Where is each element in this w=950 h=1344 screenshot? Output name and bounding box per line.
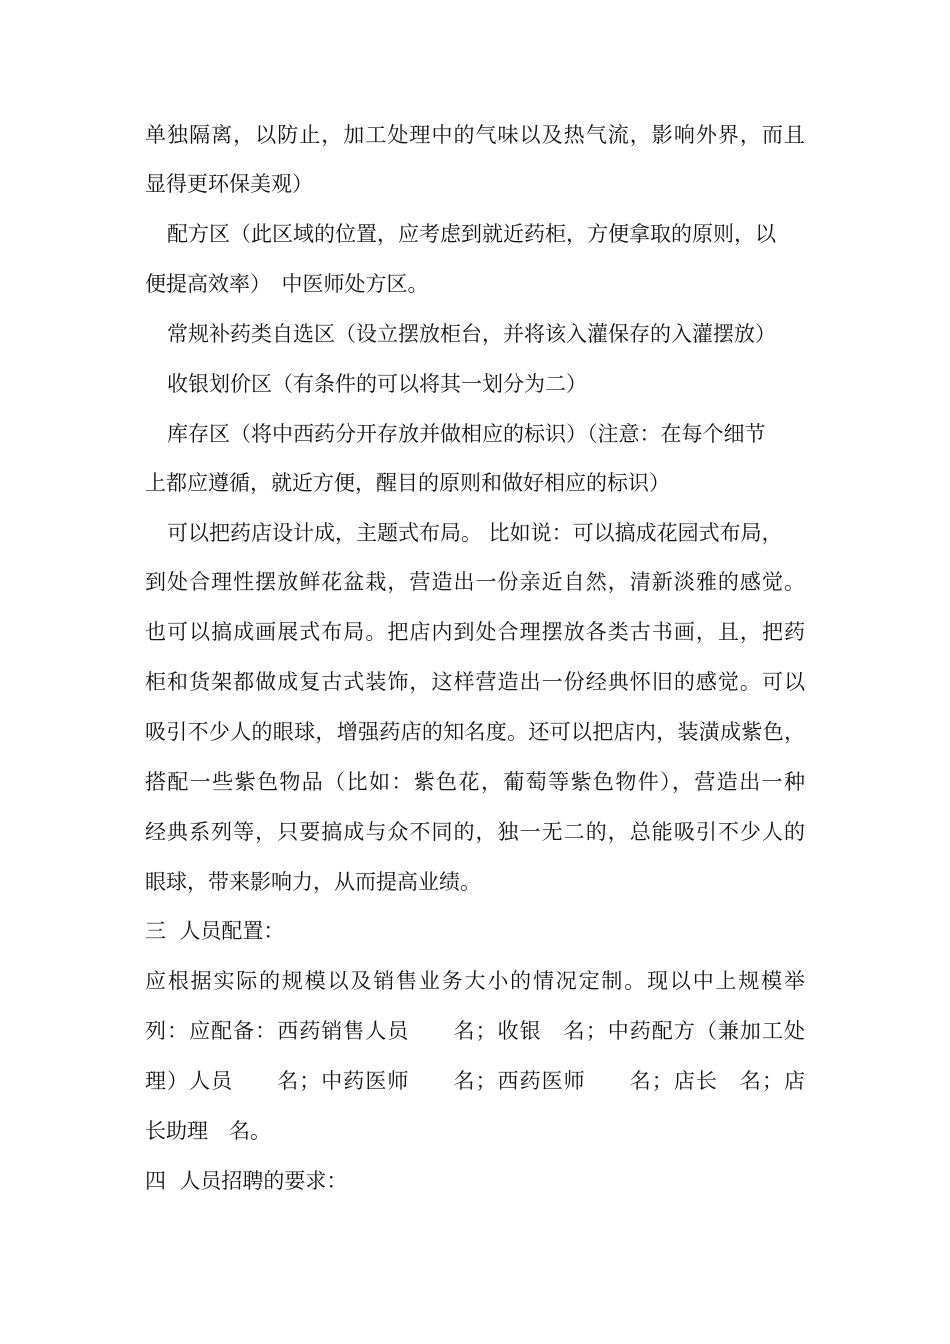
paragraph-line: 显得更环保美观） <box>145 172 313 196</box>
paragraph-line: 经典系列等，只要搞成与众不同的，独一无二的，总能吸引不少人的 <box>145 820 805 844</box>
paragraph-line: 库存区（将中西药分开存放并做相应的标识）（注意：在每个细节 <box>167 422 766 446</box>
paragraph-line: 搭配一些紫色物品（比如：紫色花，葡萄等紫色物件），营造出一种 <box>145 770 805 794</box>
paragraph-line: 常规补药类自选区（设立摆放柜台，并将该入灌保存的入灌摆放） <box>167 322 776 346</box>
paragraph-line: 柜和货架都做成复古式装饰，这样营造出一份经典怀旧的感觉。可以 <box>145 670 805 694</box>
paragraph-line: 理）人员 名；中药医师 名；西药医师 名；店长 名；店 <box>145 1069 805 1093</box>
paragraph-line: 应根据实际的规模以及销售业务大小的情况定制。现以中上规模举 <box>145 969 805 993</box>
paragraph-line: 单独隔离，以防止，加工处理中的气味以及热气流，影响外界，而且 <box>145 123 805 147</box>
paragraph-line: 收银划价区（有条件的可以将其一划分为二） <box>167 372 587 396</box>
paragraph-line: 配方区（此区域的位置，应考虑到就近药柜，方便拿取的原则，以 <box>167 222 776 246</box>
paragraph-line: 长助理 名。 <box>145 1119 271 1143</box>
section-heading: 三 人员配置： <box>145 919 285 943</box>
paragraph-line: 眼球，带来影响力，从而提高业绩。 <box>145 870 481 894</box>
paragraph-line: 可以把药店设计成，主题式布局。 比如说：可以搞成花园式布局， <box>167 521 783 545</box>
paragraph-line: 便提高效率） 中医师处方区。 <box>145 272 429 296</box>
paragraph-line: 吸引不少人的眼球，增强药店的知名度。还可以把店内，装潢成紫色， <box>145 720 805 744</box>
paragraph-line: 上都应遵循，就近方便，醒目的原则和做好相应的标识） <box>145 471 670 495</box>
paragraph-line: 到处合理性摆放鲜花盆栽，营造出一份亲近自然，清新淡雅的感觉。 <box>145 570 805 594</box>
paragraph-line: 也可以搞成画展式布局。把店内到处合理摆放各类古书画，且，把药 <box>145 620 805 644</box>
paragraph-line: 列：应配备：西药销售人员 名；收银 名；中药配方（兼加工处 <box>145 1019 805 1043</box>
section-heading: 四 人员招聘的要求： <box>145 1169 348 1193</box>
